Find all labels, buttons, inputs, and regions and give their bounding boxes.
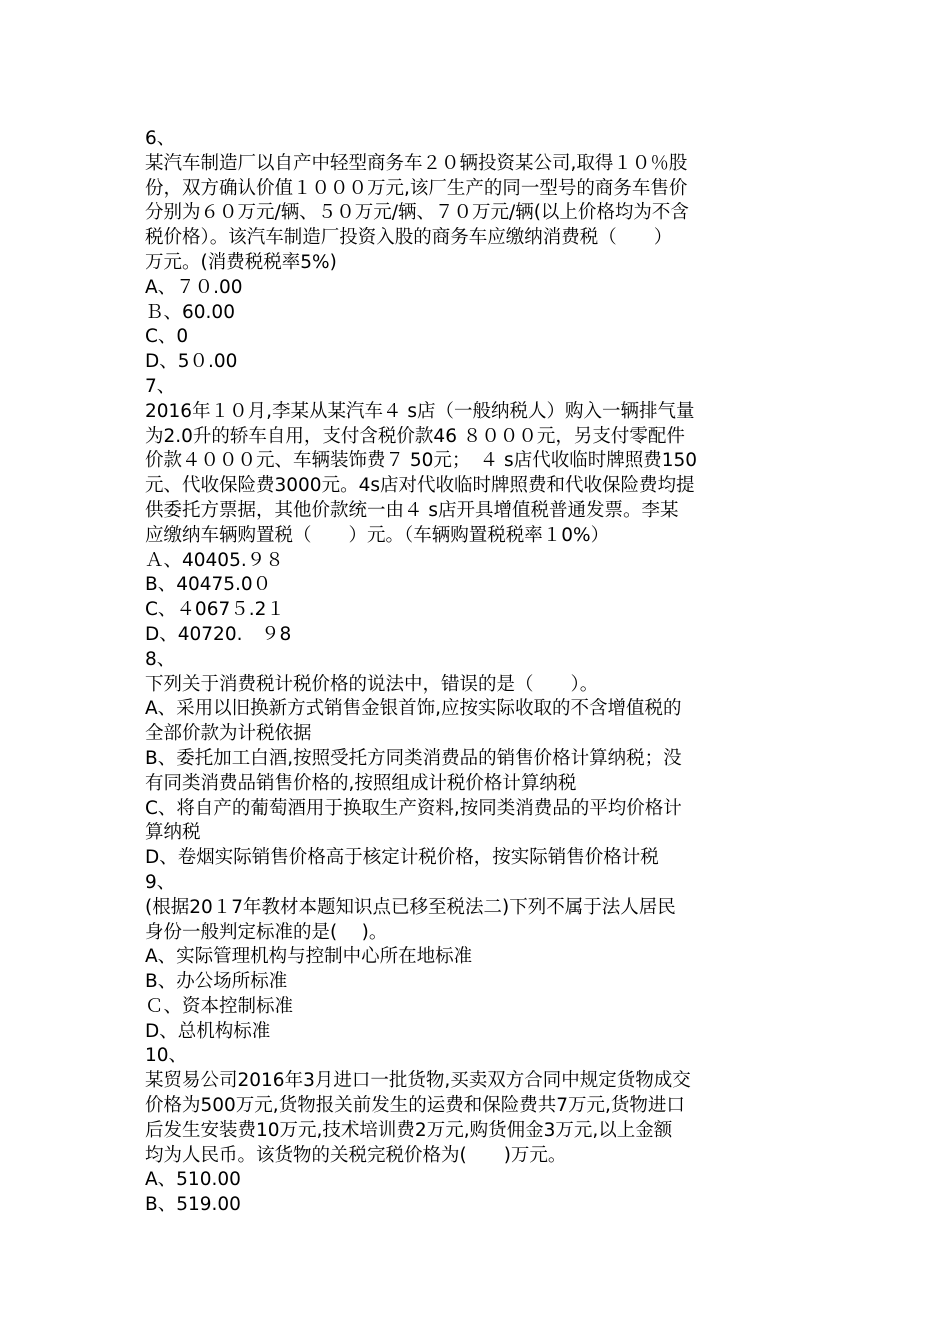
question-stem-line: 某贸易公司2016年3月进口一批货物,买卖双方合同中规定货物成交 <box>145 1070 691 1092</box>
question-stem-line: (根据20１7年教材本题知识点已移至税法二)下列不属于法人居民 <box>145 896 676 918</box>
answer-option: 算纳税 <box>145 822 201 844</box>
answer-option: D、40720. ９8 <box>145 623 292 645</box>
answer-option: Ｃ、资本控制标准 <box>145 995 294 1017</box>
question-8 <box>145 648 810 871</box>
question-stem-line: 应缴纳车辆购置税（ ）元。（车辆购置税税率１0%） <box>145 524 610 546</box>
question-stem-line: 后发生安装费10万元,技术培训费2万元,购货佣金3万元,以上金额 <box>145 1119 673 1141</box>
question-number: 9、 <box>145 871 176 893</box>
question-10 <box>145 1044 810 1218</box>
question-stem-line: 万元。(消费税税率5%) <box>145 251 337 273</box>
answer-option: Ｂ、60.00 <box>145 301 235 323</box>
answer-option: B、办公场所标准 <box>145 971 288 993</box>
question-stem-line: 税价格）。该汽车制造厂投资入股的商务车应缴纳消费税（ ） <box>145 227 673 249</box>
answer-option: C、将自产的葡萄酒用于换取生产资料,按同类消费品的平均价格计 <box>145 797 682 819</box>
answer-option: B、委托加工白酒,按照受托方同类消费品的销售价格计算纳税；没 <box>145 747 682 769</box>
question-9 <box>145 871 810 1045</box>
answer-option: A、实际管理机构与控制中心所在地标准 <box>145 946 473 968</box>
question-stem-line: 价格为500万元,货物报关前发生的运费和保险费共7万元,货物进口 <box>145 1095 685 1117</box>
answer-option: 全部价款为计税依据 <box>145 723 312 745</box>
answer-option: B、519.00 <box>145 1194 241 1216</box>
question-6 <box>145 127 810 375</box>
question-number: 6、 <box>145 128 176 149</box>
question-stem-line: 身份一般判定标准的是( )。 <box>145 921 388 943</box>
answer-option: A、510.00 <box>145 1169 241 1191</box>
answer-option: B、40475.0０ <box>145 574 272 596</box>
answer-option: A、采用以旧换新方式销售金银首饰,应按实际收取的不含增值税的 <box>145 698 682 720</box>
question-stem-line: 供委托方票据，其他价款统一由４ s店开具增值税普通发票。李某 <box>145 499 679 521</box>
answer-option: A、７０.00 <box>145 276 243 298</box>
question-stem-line: 份，双方确认价值１０００万元,该厂生产的同一型号的商务车售价 <box>145 177 688 199</box>
question-stem-line: 元、代收保险费3000元。4s店对代收临时牌照费和代收保险费均提 <box>145 475 695 497</box>
question-stem-line: 下列关于消费税计税价格的说法中，错误的是（ ）。 <box>145 673 599 695</box>
question-number: 7、 <box>145 375 176 397</box>
question-stem-line: 均为人民币。该货物的关税完税价格为( )万元。 <box>145 1144 567 1166</box>
document-page <box>145 127 810 1218</box>
answer-option: Ａ、40405.９８ <box>145 549 284 571</box>
answer-option: D、5０.00 <box>145 351 238 373</box>
answer-option: C、４067５.2１ <box>145 599 285 621</box>
answer-option: D、总机构标准 <box>145 1020 271 1042</box>
question-stem-line: 价款４０００元、车辆装饰费７ 50元； ４ s店代收临时牌照费150 <box>145 450 698 472</box>
question-stem-line: 某汽车制造厂以自产中轻型商务车２０辆投资某公司,取得１０％股 <box>145 152 688 174</box>
question-stem-line: 为2.0升的轿车自用，支付含税价款46 ８０００元，另支付零配件 <box>145 425 685 447</box>
question-stem-line: 2016年１０月,李某从某汽车４ s店（一般纳税人）购入一辆排气量 <box>145 400 695 422</box>
question-stem-line: 分别为６０万元/辆、５０万元/辆、７０万元/辆(以上价格均为不含 <box>145 202 689 224</box>
question-number: 8、 <box>145 648 176 670</box>
answer-option: D、卷烟实际销售价格高于核定计税价格，按实际销售价格计税 <box>145 847 659 869</box>
question-number: 10、 <box>145 1045 188 1067</box>
question-7 <box>145 375 810 648</box>
answer-option: C、0 <box>145 326 189 348</box>
answer-option: 有同类消费品销售价格的,按照组成计税价格计算纳税 <box>145 772 577 794</box>
